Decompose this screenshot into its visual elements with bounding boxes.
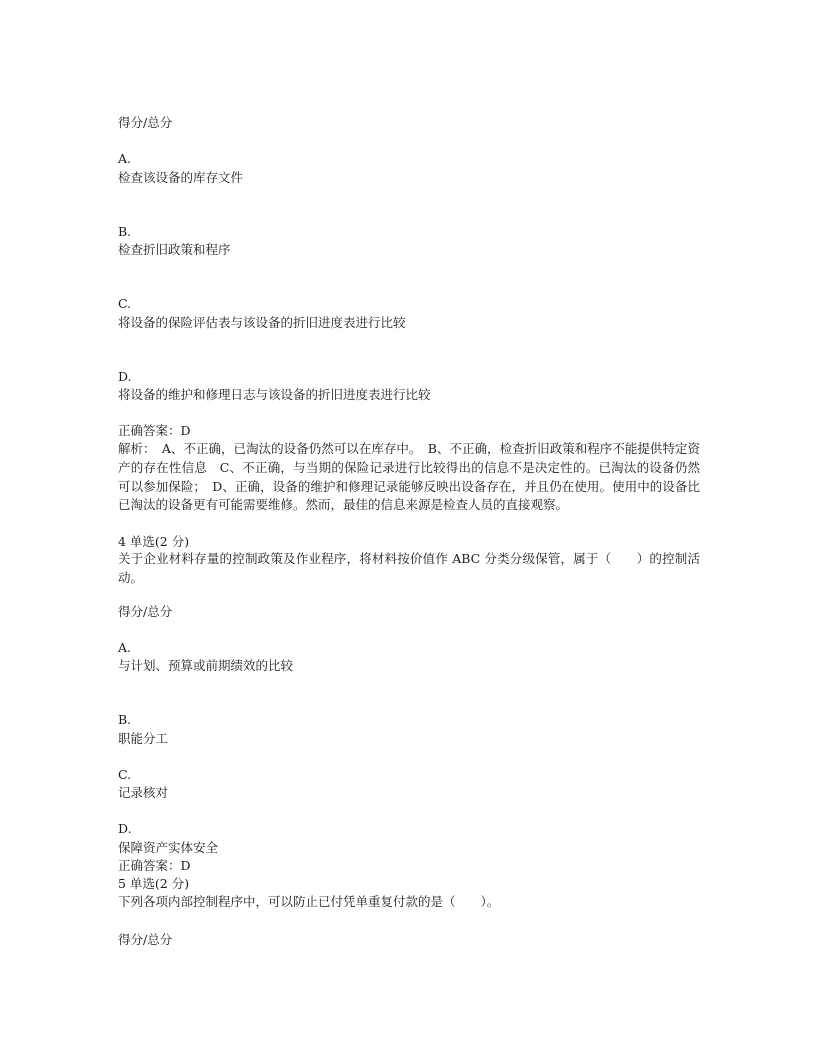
q4-header: 4 单选(2 分) xyxy=(118,534,190,549)
q3-option-b-text: 检查折旧政策和程序 xyxy=(118,242,231,257)
document-page xyxy=(118,0,704,1056)
q4-option-d-text: 保障资产实体安全 xyxy=(118,840,219,855)
q3-option-c-letter: C. xyxy=(118,296,132,311)
q4-option-b-letter: B. xyxy=(118,712,132,727)
q4-question: 关于企业材料存量的控制政策及作业程序，将材料按价值作 ABC 分类分级保管，属于（ ）的控制活动。 xyxy=(118,551,700,585)
q3-analysis: 解析： A、不正确，已淘汰的设备仍然可以在库存中。 B、不正确，检查折旧政策和程序不能提供特定资产的存在性信息 C、不正确，与当期的保险记录进行比较得出的信息不是决定性的。已淘汰的设备仍然可以参加保险； D、正确，设备的维护和修理记录能够反映出设备存在，并且仍在使用。使用中的设备比已淘汰的设备更有可能需要维修。然而，最佳的信息来源是检查人员的直接观察。 xyxy=(118,441,700,513)
q3-option-d-text: 将设备的维护和修理日志与该设备的折旧进度表进行比较 xyxy=(118,387,431,402)
q5-header: 5 单选(2 分) xyxy=(118,876,190,891)
q3-option-c-text: 将设备的保险评估表与该设备的折旧进度表进行比较 xyxy=(118,315,406,330)
q4-correct-answer: 正确答案：D xyxy=(118,858,191,873)
q5-question: 下列各项内部控制程序中，可以防止已付凭单重复付款的是（ ）。 xyxy=(118,894,500,909)
q3-option-a-letter: A. xyxy=(118,151,132,166)
q5-score-label: 得分/总分 xyxy=(118,932,173,947)
q4-option-c-text: 记录核对 xyxy=(118,785,169,800)
q3-correct-answer: 正确答案：D xyxy=(118,423,191,438)
q4-option-d-letter: D. xyxy=(118,821,132,836)
q3-score-label: 得分/总分 xyxy=(118,115,173,130)
q4-score-label: 得分/总分 xyxy=(118,604,173,619)
q4-option-b-text: 职能分工 xyxy=(118,731,169,746)
q3-option-b-letter: B. xyxy=(118,224,132,239)
q4-option-a-text: 与计划、预算或前期绩效的比较 xyxy=(118,658,294,673)
q4-option-a-letter: A. xyxy=(118,640,132,655)
q3-option-d-letter: D. xyxy=(118,369,132,384)
q4-option-c-letter: C. xyxy=(118,767,132,782)
q3-option-a-text: 检查该设备的库存文件 xyxy=(118,170,244,185)
